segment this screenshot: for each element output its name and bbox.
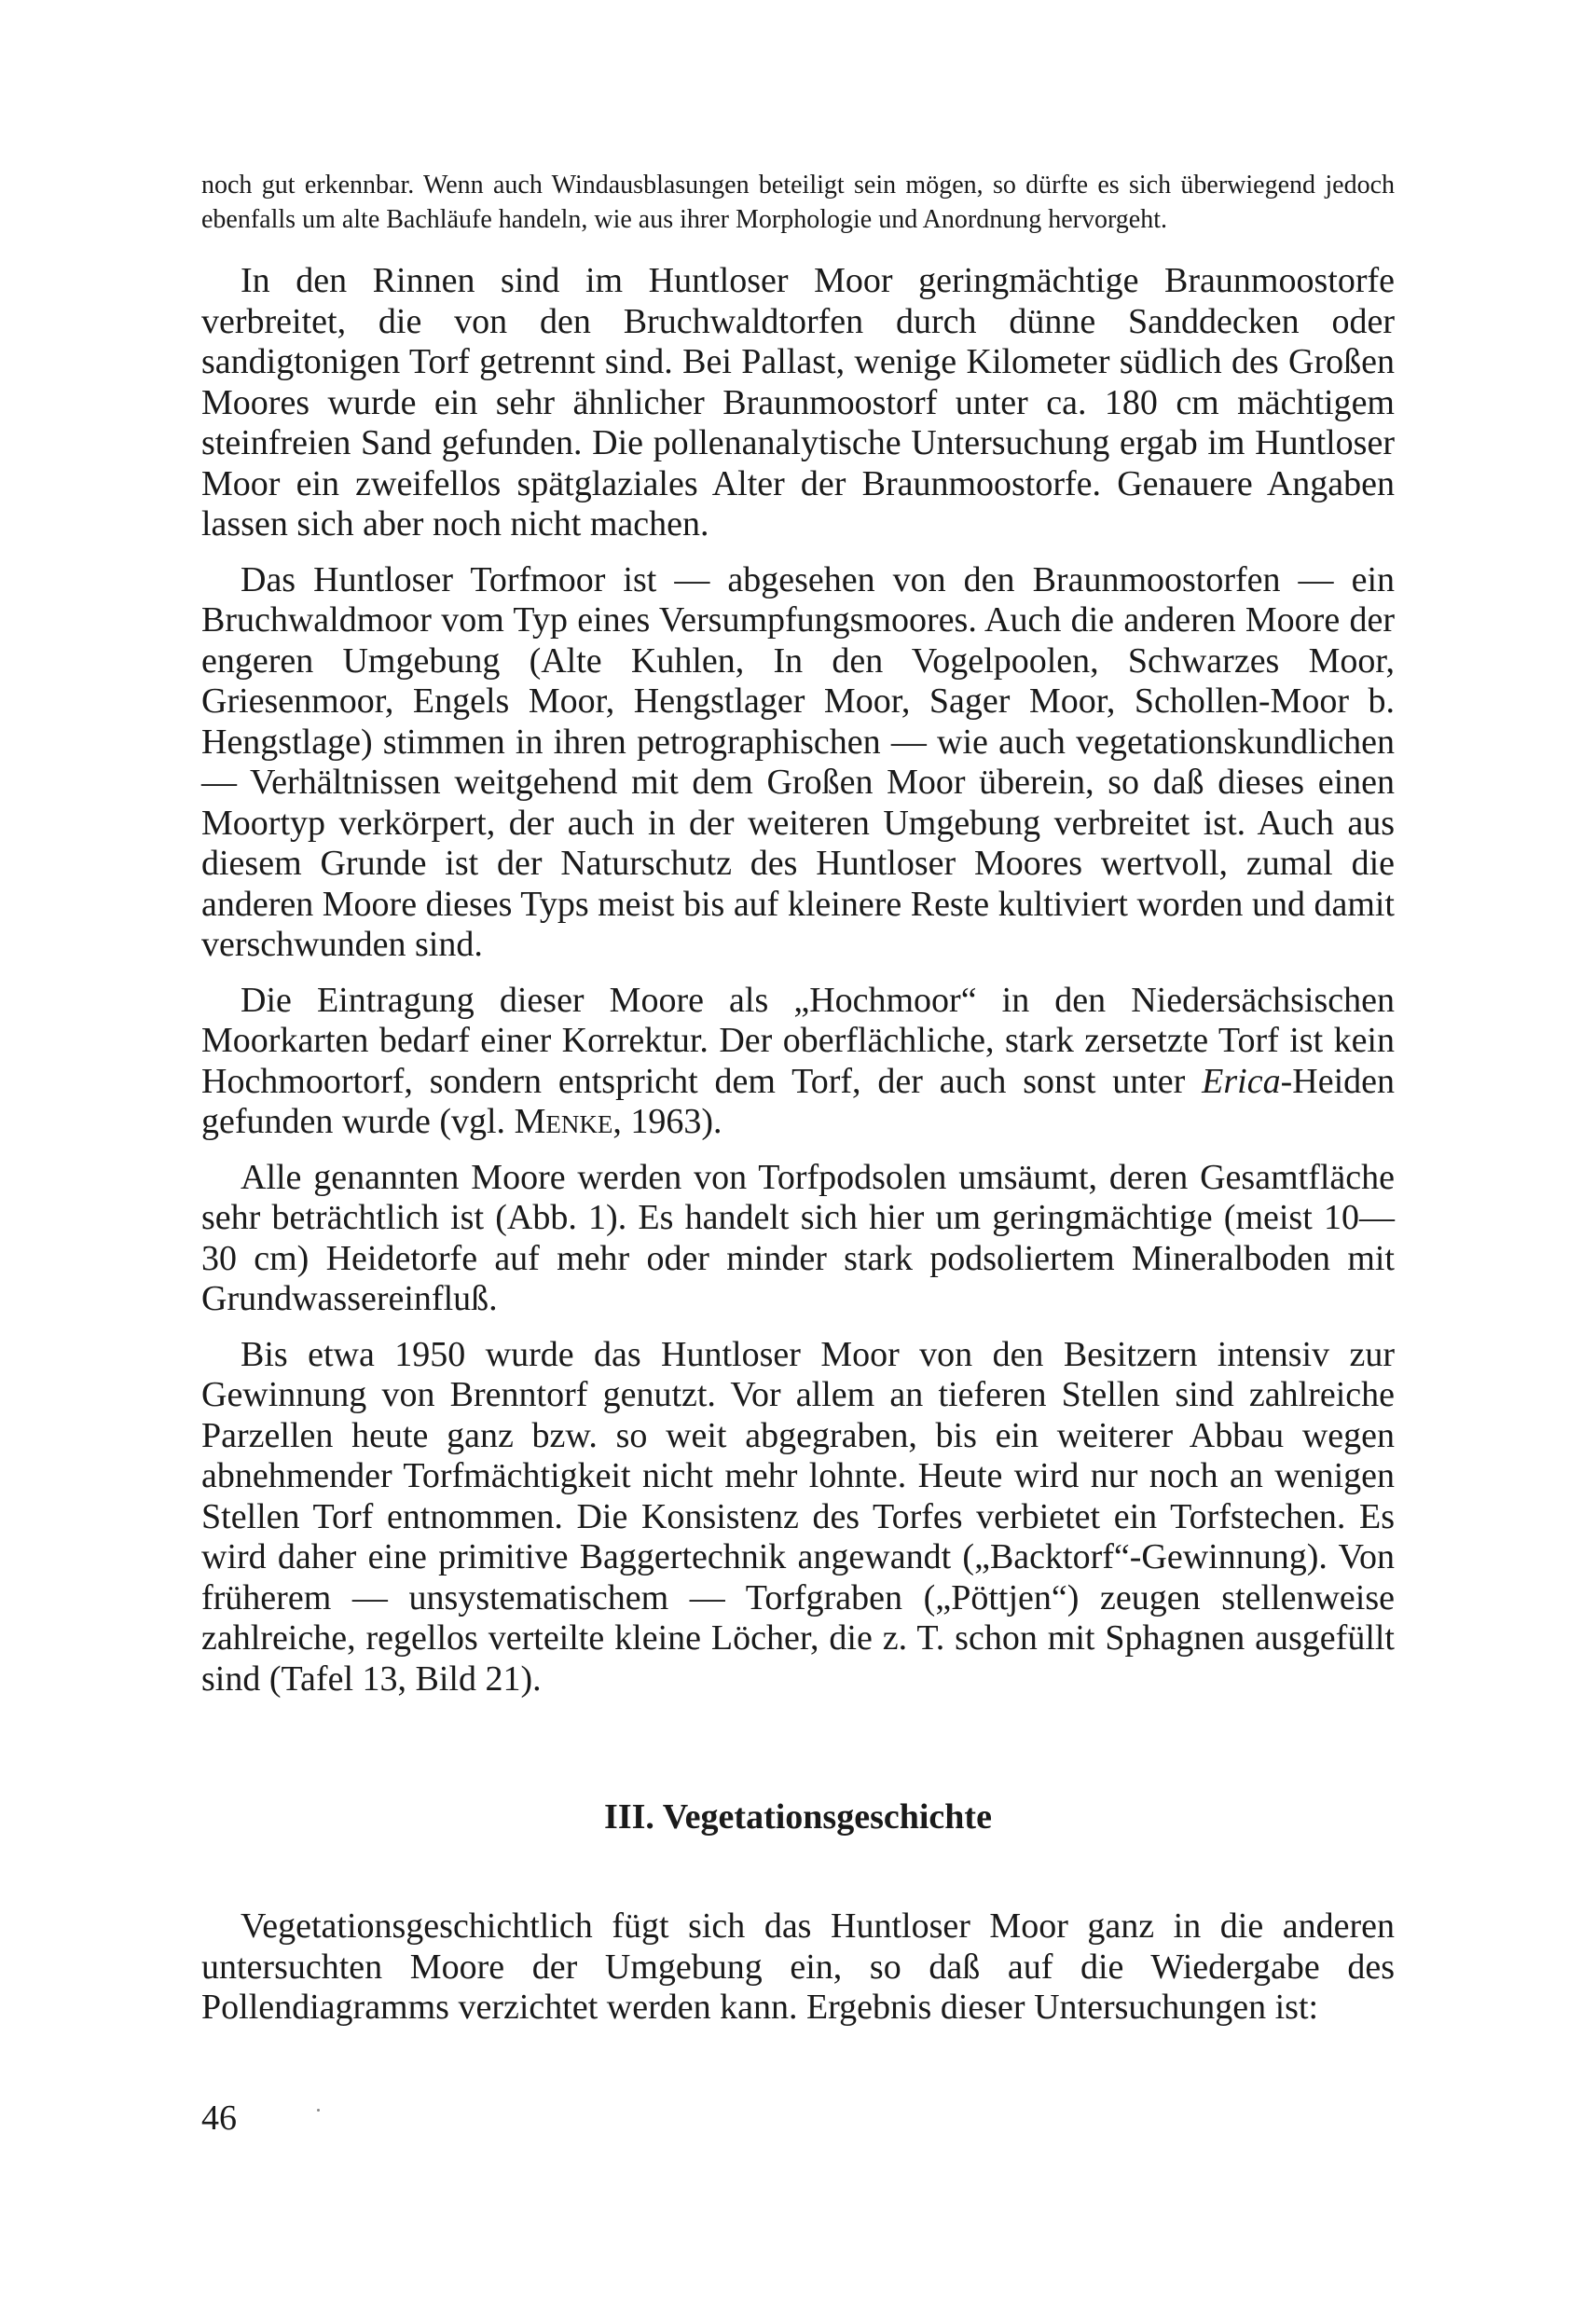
- paragraph-rinnen: In den Rinnen sind im Huntloser Moor geringmächtige Braunmoostorfe verbreitet, die von den Bruchwaldtorfen durch dünne Sanddecken oder sandigtonigen Torf getrennt sind. Bei Pallast, wenige Kilometer südlich des Großen Moores wurde ein sehr ähnlicher Braunmoostorf unter ca. 180 cm mächtigem steinfreien Sand gefunden. Die pollenanalytische Untersuchung ergab im Huntloser Moor ein zweifellos spätglaziales Alter der Braunmoostorfe. Genauere Angaben lassen sich aber noch nicht machen.: [201, 261, 1395, 544]
- paragraph-torfpodsole: Alle genannten Moore werden von Torfpodsolen umsäumt, deren Gesamtfläche sehr beträchtlich ist (Abb. 1). Es handelt sich hier um geringmächtige (meist 10—30 cm) Heidetorfe auf mehr oder minder stark podsoliertem Mineralboden mit Grundwassereinfluß.: [201, 1157, 1395, 1318]
- paragraph-eintragung-end: , 1963).: [612, 1102, 722, 1141]
- italic-term: Erica: [1202, 1061, 1281, 1101]
- section-heading: III. Vegetationsgeschichte: [604, 1797, 992, 1837]
- print-speck: [317, 2109, 320, 2112]
- author-name: Menke: [514, 1102, 613, 1141]
- page-number: 46: [201, 2099, 237, 2138]
- paragraph-continuation: noch gut erkennbar. Wenn auch Windausblasungen beteiligt sein mögen, so dürfte es sich überwiegend jedoch ebenfalls um alte Bachläufe handeln, wie aus ihrer Morphologie und Anordnung hervorgeht.: [201, 171, 1395, 234]
- paragraph-brenntorf: Bis etwa 1950 wurde das Huntloser Moor von den Besitzern intensiv zur Gewinnung von Brenntorf genutzt. Vor allem an tieferen Stellen sind zahlreiche Parzellen heute ganz bzw. so weit abgegraben, bis ein weiterer Abbau wegen abnehmender Torfmächtigkeit nicht mehr lohnte. Heute wird nur noch an wenigen Stellen Torf entnommen. Die Konsistenz des Torfes verbietet ein Torfstechen. Es wird daher eine primitive Baggertechnik angewandt („Backtorf“-Gewinnung). Von früherem — unsystematischem — Torfgraben („Pöttjen“) zeugen stellenweise zahlreiche, regellos verteilte kleine Löcher, die z. T. schon mit Sphagnen ausgefüllt sind (Tafel 13, Bild 21).: [201, 1334, 1395, 1699]
- paragraph-torfmoor: Das Huntloser Torfmoor ist — abgesehen von den Braunmoostorfen — ein Bruchwaldmoor vom Typ eines Versumpfungsmoores. Auch die anderen Moore der engeren Umgebung (Alte Kuhlen, In den Vogelpoolen, Schwarzes Moor, Griesenmoor, Engels Moor, Hengstlager Moor, Sager Moor, Schollen-Moor b. Hengstlage) stimmen in ihren petrographischen — wie auch vegetationskundlichen — Verhältnissen weitgehend mit dem Großen Moor überein, so daß dieses einen Moortyp verkörpert, der auch in der weiteren Umgebung verbreitet ist. Auch aus diesem Grunde ist der Naturschutz des Huntloser Moores wertvoll, zumal die anderen Moore dieses Typs meist bis auf kleinere Reste kultiviert worden und damit verschwunden sind.: [201, 559, 1395, 964]
- paragraph-vegetationsgeschichte: Vegetationsgeschichtlich fügt sich das Huntloser Moor ganz in die anderen untersuchten Moore der Umgebung ein, so daß auf die Wiedergabe des Pollendiagramms verzichtet werden kann. Ergebnis dieser Untersuchungen ist:: [201, 1906, 1395, 2027]
- page-body: [201, 168, 1395, 2029]
- paragraph-eintragung: [201, 981, 1395, 1143]
- paragraph-eintragung-text: Die Eintragung dieser Moore als „Hochmoor“ in den Niedersächsischen Moorkarten bedarf einer Korrektur. Der oberflächliche, stark zersetzte Torf ist kein Hochmoortorf, sondern entspricht dem Torf, der auch sonst unter: [201, 980, 1395, 1101]
- paragraph-eintragung-mid: -Heiden gefunden wurde (vgl.: [201, 1061, 1395, 1141]
